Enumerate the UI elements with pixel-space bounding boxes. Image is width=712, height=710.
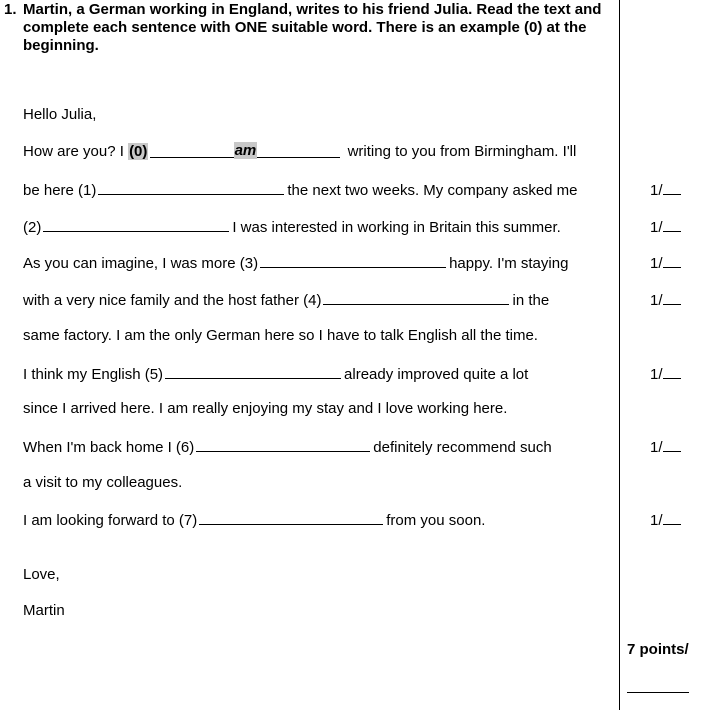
score-blank[interactable] — [663, 253, 681, 268]
example-answer: am — [234, 142, 257, 159]
answer-blank-7[interactable] — [199, 510, 383, 525]
line-3-post: I was interested in working in Britain this summer. — [232, 219, 561, 236]
score-3 — [650, 253, 681, 272]
line-4-pre: As you can imagine, I was more (3) — [23, 255, 259, 272]
line-2-pre: be here (1) — [23, 182, 97, 199]
task-number: 1. — [4, 1, 17, 18]
score-6 — [650, 437, 681, 456]
score-prefix: 1/ — [650, 512, 663, 529]
score-prefix: 1/ — [650, 439, 663, 456]
score-2 — [650, 217, 681, 236]
score-1 — [650, 180, 681, 199]
line-5-post: in the — [512, 292, 550, 309]
letter-line-6: same factory. I am the only German here so I have to talk English all the time. — [23, 327, 538, 344]
letter-line-7 — [23, 364, 528, 384]
score-blank[interactable] — [663, 437, 681, 452]
score-blank[interactable] — [663, 510, 681, 525]
line-3-pre: (2) — [23, 219, 42, 236]
line-5-pre: with a very nice family and the host father (4) — [23, 292, 322, 309]
letter-greeting: Hello Julia, — [23, 106, 97, 123]
score-blank[interactable] — [663, 364, 681, 379]
example-label: (0) — [129, 143, 148, 160]
line-2-post: the next two weeks. My company asked me — [287, 182, 578, 199]
line-4-post: happy. I'm staying — [449, 255, 569, 272]
line-1-pre: How are you? I — [23, 143, 124, 160]
task-instruction-text: Martin, a German working in England, writes to his friend Julia. Read the text and complete each sentence with ONE suitable word. There is an example (0) at the beginning. — [23, 1, 602, 54]
letter-line-2 — [23, 180, 578, 200]
line-7-pre: I think my English (5) — [23, 366, 164, 383]
letter-line-9 — [23, 437, 552, 457]
letter-signature: Martin — [23, 602, 65, 619]
score-prefix: 1/ — [650, 219, 663, 236]
score-7 — [650, 510, 681, 529]
score-blank[interactable] — [663, 217, 681, 232]
score-5 — [650, 364, 681, 383]
letter-line-5 — [23, 290, 549, 310]
margin-divider — [619, 0, 620, 710]
answer-blank-2[interactable] — [43, 217, 229, 232]
answer-blank-5[interactable] — [165, 364, 341, 379]
letter-line-10: a visit to my colleagues. — [23, 474, 183, 491]
task-instruction — [4, 1, 614, 55]
letter-line-4 — [23, 253, 568, 273]
example-blank — [150, 143, 340, 158]
score-prefix: 1/ — [650, 255, 663, 272]
answer-blank-6[interactable] — [196, 437, 370, 452]
line-11-post: from you soon. — [386, 512, 486, 529]
line-7-post: already improved quite a lot — [344, 366, 529, 383]
score-prefix: 1/ — [650, 292, 663, 309]
score-4 — [650, 290, 681, 309]
line-11-pre: I am looking forward to (7) — [23, 512, 198, 529]
score-prefix: 1/ — [650, 366, 663, 383]
letter-closing: Love, — [23, 566, 60, 583]
answer-blank-3[interactable] — [260, 253, 446, 268]
answer-blank-4[interactable] — [323, 290, 509, 305]
letter-line-8: since I arrived here. I am really enjoying my stay and I love working here. — [23, 400, 508, 417]
total-points: 7 points/ — [627, 641, 689, 658]
score-blank[interactable] — [663, 290, 681, 305]
total-points-blank[interactable] — [627, 692, 689, 693]
score-blank[interactable] — [663, 180, 681, 195]
letter-line-1 — [23, 143, 576, 161]
answer-blank-1[interactable] — [98, 180, 284, 195]
line-9-pre: When I'm back home I (6) — [23, 439, 195, 456]
line-1-post: writing to you from Birmingham. I'll — [347, 143, 577, 160]
letter-line-3 — [23, 217, 561, 237]
score-prefix: 1/ — [650, 182, 663, 199]
line-9-post: definitely recommend such — [373, 439, 552, 456]
letter-line-11 — [23, 510, 485, 530]
